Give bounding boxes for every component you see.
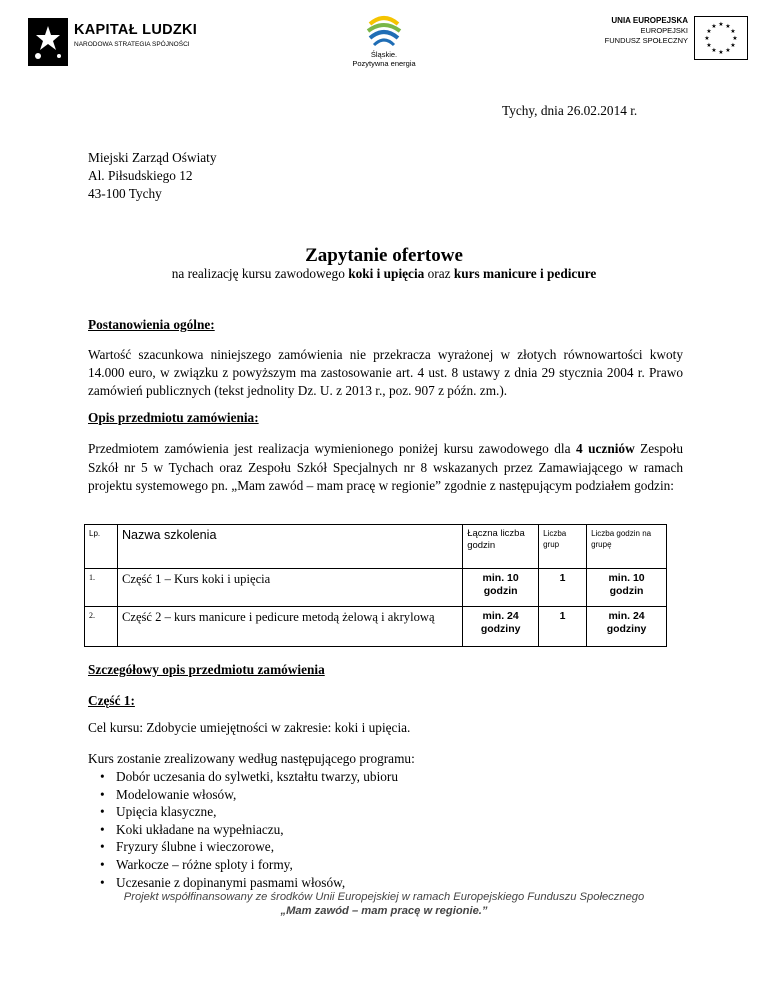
row2-total: min. 24 godziny (463, 607, 539, 647)
table-row (85, 569, 667, 607)
subtitle-part-1: na realizację kursu zawodowego (171, 266, 349, 281)
subtitle-part-2: oraz (424, 266, 454, 281)
eu-line3: FUNDUSZ SPOŁECZNY (604, 36, 688, 45)
eu-line1: UNIA EUROPEJSKA (611, 16, 688, 25)
svg-text:★: ★ (711, 47, 717, 54)
document-subtitle (0, 266, 768, 282)
course-goal: Cel kursu: Zdobycie umiejętności w zakresie: koki i upięcia. (88, 720, 411, 735)
list-item: • Modelowanie włosów, (86, 786, 398, 804)
table-row (85, 607, 667, 647)
list-item: • Fryzury ślubne i wieczorowe, (86, 838, 398, 856)
slaskie-line1: Śląskie. (370, 50, 398, 59)
svg-text:★: ★ (718, 49, 724, 56)
row2-lp: 2. (85, 607, 118, 647)
eu-text (605, 16, 688, 46)
address-line-2: Al. Piłsudskiego 12 (88, 168, 193, 183)
date-line: Tychy, dnia 26.02.2014 r. (502, 103, 638, 118)
list-item: • Uczesanie z dopinanymi pasmami włosów, (86, 874, 398, 892)
training-table (84, 524, 667, 647)
header-name: Nazwa szkolenia (117, 525, 462, 569)
slaskie-waves-icon (344, 14, 424, 50)
row2-per-group: min. 24 godziny (587, 607, 667, 647)
svg-text:★: ★ (706, 42, 712, 49)
svg-text:★: ★ (718, 21, 724, 28)
header-hours-per-group: Liczba godzin na grupę (587, 525, 667, 569)
address-line-1: Miejski Zarząd Oświaty (88, 150, 217, 165)
document-title: Zapytanie ofertowe (305, 245, 463, 266)
kl-subtitle: NARODOWA STRATEGIA SPÓJNOŚCI (74, 41, 190, 48)
footer-line-2: „Mam zawód – mam pracę w regionie.” (280, 905, 488, 917)
subtitle-bold-2: kurs manicure i pedicure (453, 266, 597, 281)
svg-text:★: ★ (725, 23, 731, 30)
slaskie-line2: Pozytywna energia (352, 59, 416, 68)
footer-line-1: Projekt współfinansowany ze środków Unii Europejskiej w ramach Europejskiego Funduszu Społecznego (123, 891, 645, 903)
row1-groups: 1 (539, 569, 587, 607)
kapital-ludzki-logo (26, 14, 206, 70)
header-lp: Lp. (85, 525, 118, 569)
svg-text:★: ★ (706, 28, 712, 35)
subject-text-part-1: Przedmiotem zamówienia jest realizacja wymienionego poniżej kursu zawodowego dla (88, 441, 576, 456)
subject-text-bold: 4 uczniów (576, 441, 635, 456)
kapital-ludzki-emblem-icon (26, 14, 70, 70)
row2-groups: 1 (539, 607, 587, 647)
section-general-text: Wartość szacunkowa niniejszego zamówienia nie przekracza wyrażonej w złotych równowartości kwoty 14.000 euro, w związku z powyższym ma zastosowanie art. 4 ust. 8 ustawy z dnia 29 stycznia 2004 r. Prawo zamówień publicznych (tekst jednolity Dz. U. z 2013 r., poz. 907 z późn. zm.). (88, 347, 683, 398)
row2-name: Część 2 – kurs manicure i pedicure metodą żelową i akrylową (117, 607, 462, 647)
section-subject-heading: Opis przedmiotu zamówienia: (88, 410, 259, 425)
svg-text:★: ★ (730, 42, 736, 49)
header-total-hours: Łączna liczba godzin (463, 525, 539, 569)
section-subject-text (88, 440, 683, 496)
row1-total: min. 10 godzin (463, 569, 539, 607)
subject-text-part-2: Zespołu Szkół nr 5 w Tychach oraz Zespołu Szkół Specjalnych nr 8 wskazanych przez Zamawiającego w ramach projektu systemowego pn. „Mam zawód – mam pracę w regionie” zgodnie z następującym podziałem godzin: (88, 441, 683, 493)
subtitle-bold-1: koki i upięcia (348, 266, 425, 281)
eu-flag-icon (694, 16, 748, 60)
part-1-heading: Część 1: (88, 693, 135, 708)
svg-text:★: ★ (732, 35, 738, 42)
address-line-3: 43-100 Tychy (88, 186, 162, 201)
program-intro: Kurs zostanie zrealizowany według następującego programu: (88, 751, 415, 766)
list-item: • Koki układane na wypełniaczu, (86, 821, 398, 839)
program-list (86, 768, 398, 891)
section-general-heading: Postanowienia ogólne: (88, 317, 215, 332)
svg-text:★: ★ (704, 35, 710, 42)
kl-title: KAPITAŁ LUDZKI (74, 22, 198, 38)
row1-name: Część 1 – Kurs koki i upięcia (117, 569, 462, 607)
list-item: • Warkocze – różne sploty i formy, (86, 856, 398, 874)
row1-lp: 1. (85, 569, 118, 607)
slaskie-logo (344, 14, 424, 70)
svg-text:★: ★ (725, 47, 731, 54)
eu-logo (584, 16, 748, 62)
svg-text:★: ★ (730, 28, 736, 35)
table-header-row (85, 525, 667, 569)
header-groups: Liczba grup (539, 525, 587, 569)
svg-text:★: ★ (711, 23, 717, 30)
section-detail-heading: Szczegółowy opis przedmiotu zamówienia (88, 662, 325, 677)
eu-line2: EUROPEJSKI (640, 26, 688, 35)
list-item: • Upięcia klasyczne, (86, 803, 398, 821)
list-item: • Dobór uczesania do sylwetki, kształtu twarzy, ubioru (86, 768, 398, 786)
row1-per-group: min. 10 godzin (587, 569, 667, 607)
